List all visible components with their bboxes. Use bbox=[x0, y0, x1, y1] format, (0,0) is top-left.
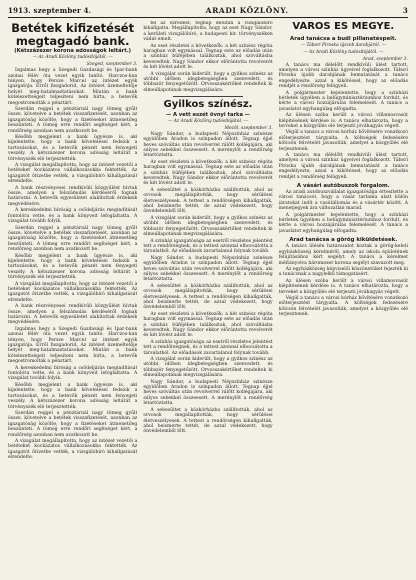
article-paragraph: Az eset részletei a következők: a két színész régóta haragban volt egymással. Tegnap este az előadás után a színház büféjében találkoztak, ahol szóváltásba keveredtek. Nagy Sándor ekkor előrántotta revolverét és két lövést adott le. bbox=[143, 311, 273, 339]
article-paragraph: A vizsgálat megállapította, hogy az intézet vezetői a betéteket kockázatos vállalkozásokba fektették. Az igazgatót őrizetbe vették, a vizsgálóbíró kihallgatását elrendelte. bbox=[8, 438, 138, 461]
newspaper-title: ARADI KÖZLÖNY. bbox=[205, 6, 289, 15]
article-paragraph: Szerdán reggel a pénztárnál nagy tömeg gyűlt össze, követelve a betétek visszafizetését, azonban az igazgatóság közölte, hogy a fizetéseket átmenetileg beszünteti. A tömeg erre rendőri segítséget kért, a rendőrség azonban nem avatkozott be. bbox=[8, 410, 138, 438]
article-paragraph: Az eset részletei a következők: a két színész régóta haragban volt egymással. Tegnap este az előadás után a színház büféjében találkoztak, ahol szóváltásba keveredtek. Nagy Sándor ekkor előrántotta revolverét és két lövést adott le. bbox=[143, 159, 273, 187]
article-paragraph: A tanács ma délelőtt rendkívüli ülést tartott, amelyen a városi színház ügyeivel foglalkozott. Tábori Piroska újabb darabjának bemutatását a tanács engedélyezte, azzal a kikötéssel, hogy az előadás rendjét a rendőrség felügyeli. bbox=[278, 153, 408, 180]
article-paragraph: Izgalmas hegy a Szegedi Gazdasági és Ipar-bank azonai félév óta vezet egyik tanító. Harczos-kan tényen, hogy Persze Marcel az intézet egyik igazgatója. Erről fiszgadorid, Az intézet üzemeltetője helyét meg-hatalmaztatásokat. Miután a bank kötelezettségeit teljesíteni nem birta, a betevők megostromolták a pénztárt. bbox=[8, 326, 138, 365]
masthead bbox=[8, 6, 408, 18]
article-paragraph: Végül a tanács a városi kórház bővítésére vonatkozó előterjesztést tárgyalta. A költségek fedezésére kölcsön felvételét javasolták, amelyet a közgyűlés elé terjesztenek. bbox=[278, 130, 408, 152]
article-paragraph: Az eset részletei a következők: a két színész régóta haragban volt egymással. Tegnap este az előadás után a színház büféjében találkoztak, ahol szóváltásba keveredtek. Nagy Sándor ekkor előrántotta revolverét és két lövést adott le. bbox=[143, 43, 273, 71]
article-paragraph: A kereskedelmi bíróság a csődeljárás megindítását fontolóra vette, és a bank könyveit lefoglaltatta. A vizsgálat tovább folyik. bbox=[8, 365, 138, 382]
byline-actor: — Az Aradi Közlöny tudósítójától. — bbox=[167, 118, 249, 124]
headline-bank-line1: Betétek kifizetését bbox=[11, 21, 135, 35]
section-heading-city: VÁROS ES MEGYE. bbox=[292, 21, 395, 32]
byline-bank: — Az Aradi Közlöny tudósítójától. — bbox=[32, 55, 113, 61]
subsection-title: A vásári autóbuszok forgalom. bbox=[296, 183, 390, 190]
article-paragraph: Nagy Sándor, a budapesti Népszínház színésze egyidőben Aradon is színpadon állott. Tegnap éjjel heves szóváltás után revolverrel rálőtt kollégájára, aki súlyos sebekkel összeesett. A merénylőt a rendőrség letartóztatta. bbox=[143, 379, 273, 407]
dateline-actor: Mezőt, szeptember 3. bbox=[224, 125, 273, 131]
article-paragraph: Nagy Sándor, a budapesti Népszínház színésze egyidőben Aradon is színpadon állott. Tegnap éjjel heves szóváltás után revolverrel rálőtt kollégájára, aki súlyos sebekkel összeesett. A merénylőt a rendőrség letartóztatta. bbox=[143, 131, 273, 159]
article-paragraph: A vizsgálat megállapította, hogy az intézet vezetői a betéteket kockázatos vállalkozásokba fektették. Az igazgatót őrizetbe vették, a vizsgálóbíró kihallgatását elrendelte. bbox=[8, 163, 138, 185]
article-paragraph: A tanács ma délelőtt rendkívüli ülést tartott, amelyen a városi színház ügyeivel foglalkozott. Tábori Piroska újabb darabjának bemutatását a tanács engedélyezte, azzal a kikötéssel, hogy az előadás rendjét a rendőrség felügyeli. bbox=[278, 62, 408, 90]
article-paragraph: Az ülésen szóba került a városi villamosvasút kiépítésének kérdése is. A tanács elhatározta, hogy a terveket a közgyűlés elé terjeszti jóváhagyás végett. bbox=[278, 113, 408, 129]
subsection-title: Arad tanácsa a görög kiküldetések. bbox=[289, 237, 398, 244]
subhead-bank: (Kétszázezer korona adósságok leltárt.) bbox=[14, 48, 132, 55]
article-paragraph: fel az ezredest, tegnap délután a vizsgálóbíró kihallgatta. Megállapította, hogy az eset Nagy Sándor, a kerületi vizsgálóbíró, a budapesti kir. törvényszéken vádat emelt. bbox=[143, 21, 273, 43]
headline-bank-line2: megtagadó bank. bbox=[15, 34, 130, 49]
article-paragraph: A bank részvényesei rendkívüli közgyűlést hívtak össze, amelyen a felszámolás kérdéséről fognak határozni. A betevők egyesületet alakítottak érdekeik megvédésére. bbox=[8, 304, 138, 326]
article-paragraph: A polgármester bejelentette, hogy a színházi bérletek ügyében a belügyminisztériumhoz fordult, és kérte a városi hozzájárulás felemelését. A tanács a javaslatot egyhangúlag elfogadta. bbox=[278, 212, 408, 234]
column-right bbox=[279, 21, 408, 569]
article-paragraph: Végül a tanács a városi kórház bővítésére vonatkozó előterjesztést tárgyalta. A költségek fedezésére kölcsön felvételét javasolták, amelyet a közgyűlés elé terjesztenek. bbox=[278, 295, 408, 318]
article-paragraph: Szerdán reggel a pénztárnál nagy tömeg gyűlt össze, követelve a betétek visszafizetését, azonban az igazgatóság közölte, hogy a fizetéseket átmenetileg beszünteti. A tömeg erre rendőri segítséget kért, a rendőrség azonban nem avatkozott be. bbox=[8, 225, 138, 253]
article-paragraph: A tanács ülésén határozatot hoztak a görög-keleti egyházközség kérelméről, amely az iskola épületének felújításához kért segélyt. A tanács a kérelmet méltányolva háromezer korona segélyt szavazott meg. bbox=[278, 244, 408, 266]
article-paragraph: A sebesültet a közkórházba szállították, ahol az orvosok megállapították, hogy sérülései életveszélyesek. A tettest a rendőrségen kihallgatták, ahol beismerte tettét, de azzal védekezett, hogy önvédelemből lőtt. bbox=[143, 407, 273, 435]
article-paragraph: A vizsgálat során kiderült, hogy a gyilkos színész az utóbbi időben idegbetegségben szenvedett, és többször fenyegetőzött. Orvosszakértőket rendeltek ki elmeállapotának megvizsgálására. bbox=[143, 71, 273, 93]
article-paragraph: Nagy Sándor, a budapesti Népszínház színésze egyidőben Aradon is színpadon állott. Tegnap éjjel heves szóváltás után revolverrel rálőtt kollégájára, aki súlyos sebekkel összeesett. A merénylőt a rendőrség letartóztatta. bbox=[143, 255, 273, 283]
article-paragraph: A bank részvényesei rendkívüli közgyűlést hívtak össze, amelyen a felszámolás kérdéséről fognak határozni. A betevők egyesületet alakítottak érdekeik megvédésére. bbox=[8, 185, 138, 207]
article-paragraph: A sebesültet a közkórházba szállították, ahol az orvosok megállapították, hogy sérülései életveszélyesek. A tettest a rendőrségen kihallgatták, ahol beismerte tettét, de azzal védekezett, hogy önvédelemből lőtt. bbox=[143, 283, 273, 311]
subsection-byline: — Tábori Piroska újszeb darabjáról. — bbox=[300, 42, 386, 48]
article-paragraph: Az egyházközség képviselői köszönetüket fejezték ki a tanácsnak a nagylelkű támogatásért. bbox=[278, 266, 408, 278]
issue-date: 1913. szeptember 4. bbox=[8, 6, 92, 15]
article-columns bbox=[8, 21, 408, 569]
subsection-byline: — Az Aradi Közlöny tudósítójától. — bbox=[303, 49, 384, 55]
article-paragraph: A színház igazgatósága az esetről részletes jelentést tett a rendőrségnek, és a tettest azonnal elbocsátotta a társulatból. Az előadások zavartalanul folynak tovább. bbox=[143, 339, 273, 356]
article-paragraph: Szerdán reggel a pénztárnál nagy tömeg gyűlt össze, követelve a betétek visszafizetését, azonban az igazgatóság közölte, hogy a fizetéseket átmenetileg beszünteti. A tömeg erre rendőri segítséget kért, a rendőrség azonban nem avatkozott be. bbox=[8, 106, 138, 134]
column-middle bbox=[143, 21, 272, 569]
article-paragraph: Az ülésen szóba került a városi villamosvasút kiépítésének kérdése is. A tanács elhatározta, hogy a terveket a közgyűlés elé terjeszti jóváhagyás végett. bbox=[278, 278, 408, 295]
divider bbox=[173, 96, 242, 97]
subsection-title: Arad tanácsa a budi pillanatéspeit. bbox=[290, 35, 397, 42]
subhead-actor: — A vett eszét övnyi tarka — bbox=[165, 111, 250, 118]
headline-actor: Gyilkos színész. bbox=[163, 99, 253, 111]
article-paragraph: A vizsgálat során kiderült, hogy a gyilkos színész az utóbbi időben idegbetegségben szenvedett, és többször fenyegetőzött. Orvosszakértőket rendeltek ki elmeállapotának megvizsgálására. bbox=[143, 215, 273, 238]
article-paragraph: A polgármester bejelentette, hogy a színházi bérletek ügyében a belügyminisztériumhoz fordult, és kérte a városi hozzájárulás felemelését. A tanács a javaslatot egyhangúlag elfogadta. bbox=[278, 90, 408, 112]
column-left bbox=[8, 21, 137, 569]
article-paragraph: Később megjelent a bank ügyésze is, aki kijelentette, hogy a bank követelései fedezik a tartozásokat, és a betevők pénzét nem fenyegeti veszély. A kétszázezer korona adósság leltárát a törvényszék elé terjesztették. bbox=[8, 253, 138, 281]
dateline-bank: Szeged, szeptember 3. bbox=[86, 62, 138, 68]
article-paragraph: A sebesültet a közkórházba szállították, ahol az orvosok megállapították, hogy sérülései életveszélyesek. A tettest a rendőrségen kihallgatták, ahol beismerte tettét, de azzal védekezett, hogy önvédelemből lőtt. bbox=[143, 187, 273, 215]
article-paragraph: Később megjelent a bank ügyésze is, aki kijelentette, hogy a bank követelései fedezik a tartozásokat, és a betevők pénzét nem fenyegeti veszély. A kétszázezer korona adósság leltárát a törvényszék elé terjesztették. bbox=[8, 135, 138, 162]
article-paragraph: Az aradi autóbuszvállalat igazgatósága értesítette a városi tanácsot, hogy a vásár tartama alatt külön járatokat indít a vasútállomás és a vásártér között. A menetjegyek ára változatlan marad. bbox=[278, 190, 408, 212]
subsection-dateline: Arad, szeptember 3. bbox=[362, 56, 408, 62]
article-paragraph: A kereskedelmi bíróság a csődeljárás megindítását fontolóra vette, és a bank könyveit lefoglaltatta. A vizsgálat tovább folyik. bbox=[8, 208, 138, 225]
page-number: 3 bbox=[402, 6, 408, 15]
article-paragraph: Később megjelent a bank ügyésze is, aki kijelentette, hogy a bank követelései fedezik a tartozásokat, és a betevők pénzét nem fenyegeti veszély. A kétszázezer korona adósság leltárát a törvényszék elé terjesztették. bbox=[8, 382, 138, 410]
article-paragraph: Izgalmas hegy a Szegedi Gazdasági és Ipar-bank azonai félév óta vezet egyik tanító. Harczos-kan tényen, hogy Persze Marcel az intézet egyik igazgatója. Erről fiszgadorid, Az intézet üzemeltetője helyét meg-hatalmaztatásokat. Miután a bank kötelezettségeit teljesíteni nem birta, a betevők megostromolták a pénztárt. bbox=[8, 68, 138, 106]
article-paragraph: A vizsgálat során kiderült, hogy a gyilkos színész az utóbbi időben idegbetegségben szenvedett, és többször fenyegetőzött. Orvosszakértőket rendeltek ki elmeállapotának megvizsgálására. bbox=[143, 357, 273, 379]
article-paragraph: A vizsgálat megállapította, hogy az intézet vezetői a betéteket kockázatos vállalkozásokba fektették. Az igazgatót őrizetbe vették, a vizsgálóbíró kihallgatását elrendelte. bbox=[8, 281, 138, 303]
article-paragraph: A színház igazgatósága az esetről részletes jelentést tett a rendőrségnek, és a tettest azonnal elbocsátotta a társulatból. Az előadások zavartalanul folynak tovább. bbox=[143, 238, 273, 255]
